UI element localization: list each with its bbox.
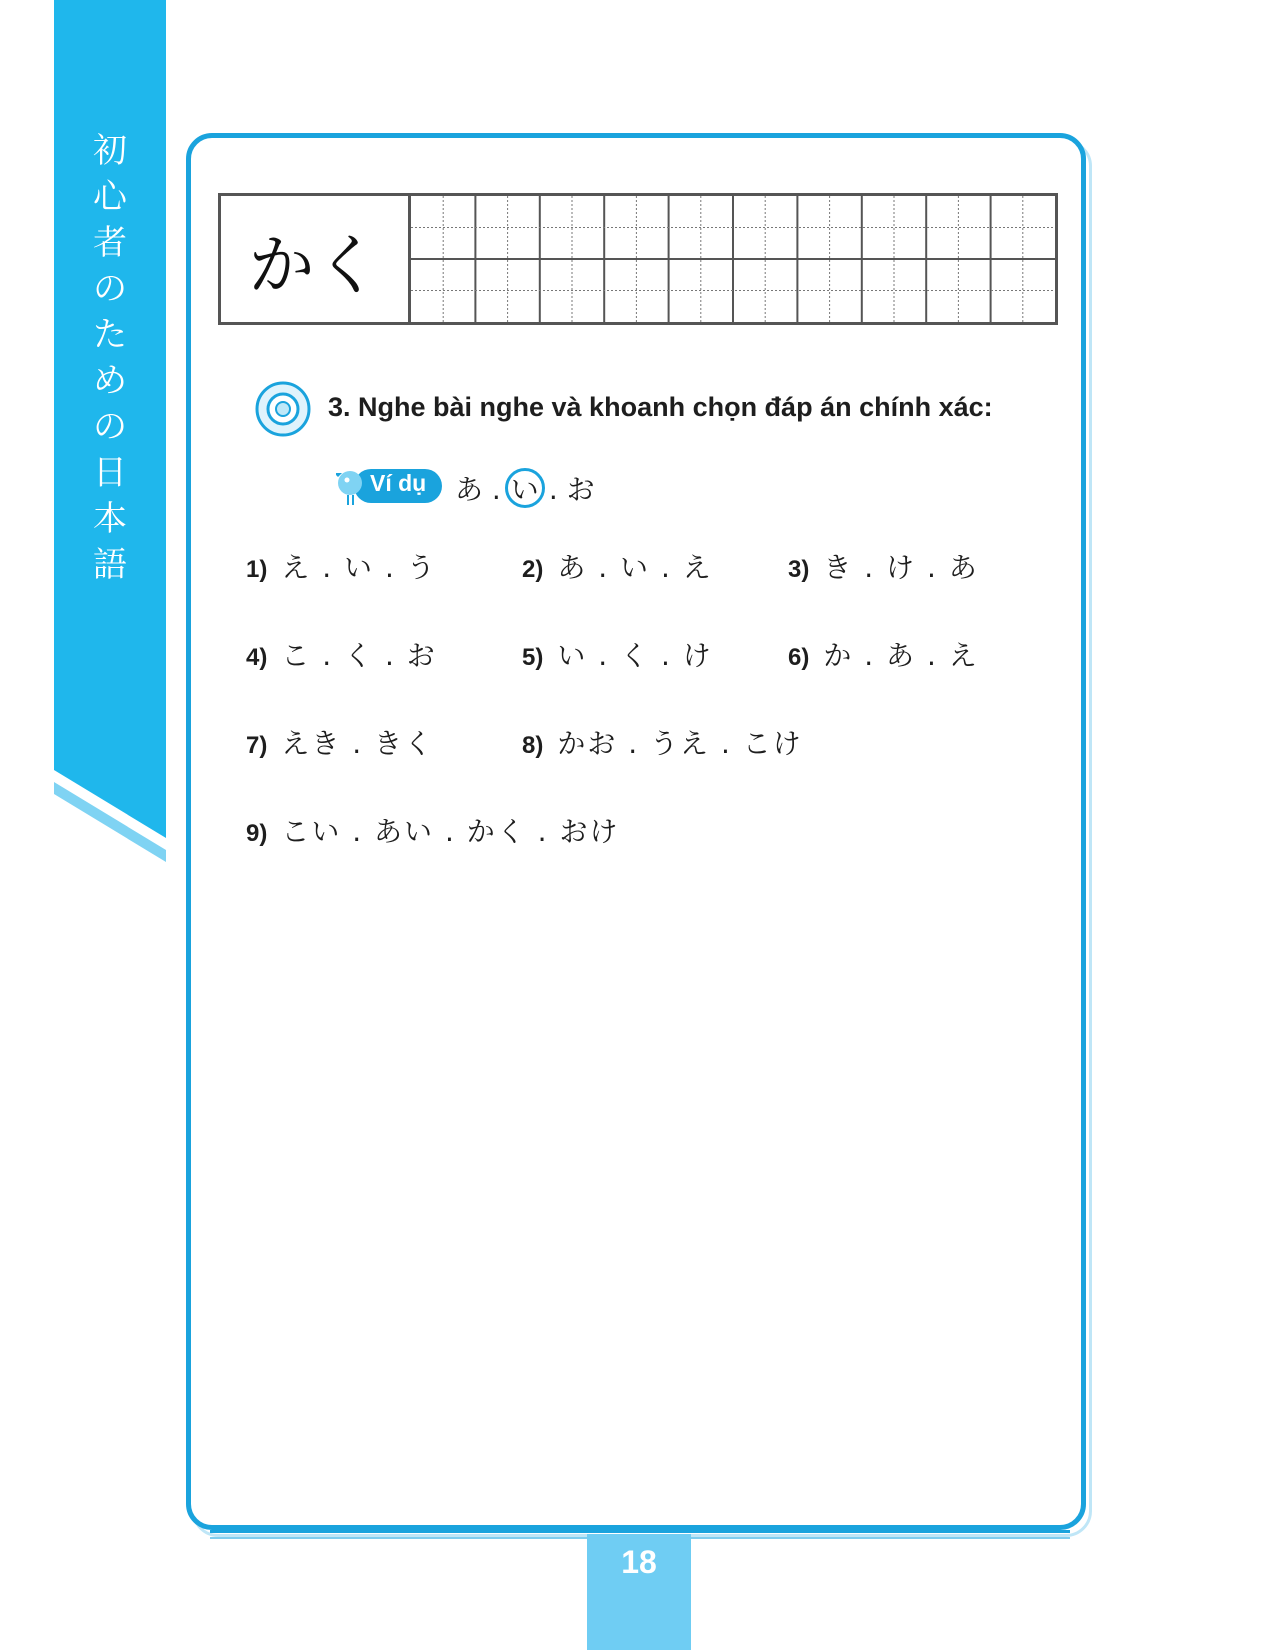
side-title-char: 者	[93, 223, 127, 263]
side-title-char: 初	[93, 131, 127, 171]
question-number: 5)	[522, 644, 544, 671]
side-title-char: の	[93, 407, 127, 447]
question-options: こい . あい . かく . おけ	[281, 815, 620, 848]
question-options: い . く . け	[557, 639, 713, 672]
side-title-char: の	[93, 269, 127, 309]
section-title: 3. Nghe bài nghe và khoanh chọn đáp án chính xác:	[328, 392, 993, 422]
question-number: 4)	[246, 644, 268, 671]
question-options: え . い . う	[281, 551, 437, 584]
question-item	[522, 722, 803, 762]
question-item	[788, 634, 979, 674]
question-options: き . け . あ	[823, 551, 979, 584]
question-item	[522, 546, 713, 586]
side-title-char: た	[93, 315, 127, 355]
question-item	[246, 634, 437, 674]
disc-icon	[255, 381, 311, 437]
question-options: か . あ . え	[823, 639, 979, 672]
footer-divider	[210, 1530, 1070, 1533]
question-number: 2)	[522, 556, 544, 583]
side-title-char: め	[93, 361, 127, 401]
side-banner-title	[54, 128, 166, 588]
side-title-char: 日	[93, 453, 127, 493]
example-before: あ .	[455, 473, 501, 506]
question-number: 3)	[788, 556, 810, 583]
question-options: あ . い . え	[557, 551, 713, 584]
question-item	[788, 546, 979, 586]
question-options: えき . きく	[281, 727, 435, 760]
side-title-char: 本	[93, 499, 127, 539]
question-item	[522, 634, 713, 674]
example-answers	[455, 468, 595, 508]
question-number: 8)	[522, 732, 544, 759]
question-item	[246, 810, 619, 850]
question-options: こ . く . お	[281, 639, 437, 672]
side-title-char: 心	[93, 177, 127, 217]
question-number: 9)	[246, 820, 268, 847]
example-badge-label: Ví dụ	[370, 470, 427, 496]
question-item	[246, 546, 437, 586]
question-number: 6)	[788, 644, 810, 671]
question-item	[246, 722, 434, 762]
writing-practice-box	[218, 193, 1058, 325]
page-number: 18	[621, 1544, 657, 1580]
practice-grid	[411, 196, 1055, 322]
question-number: 7)	[246, 732, 268, 759]
side-title-char: 語	[93, 545, 127, 585]
question-options: かお . うえ . こけ	[557, 727, 803, 760]
question-number: 1)	[246, 556, 268, 583]
practice-word: かく	[221, 196, 411, 322]
example-after: . お	[548, 473, 595, 506]
example-circled-answer: い	[505, 468, 545, 508]
